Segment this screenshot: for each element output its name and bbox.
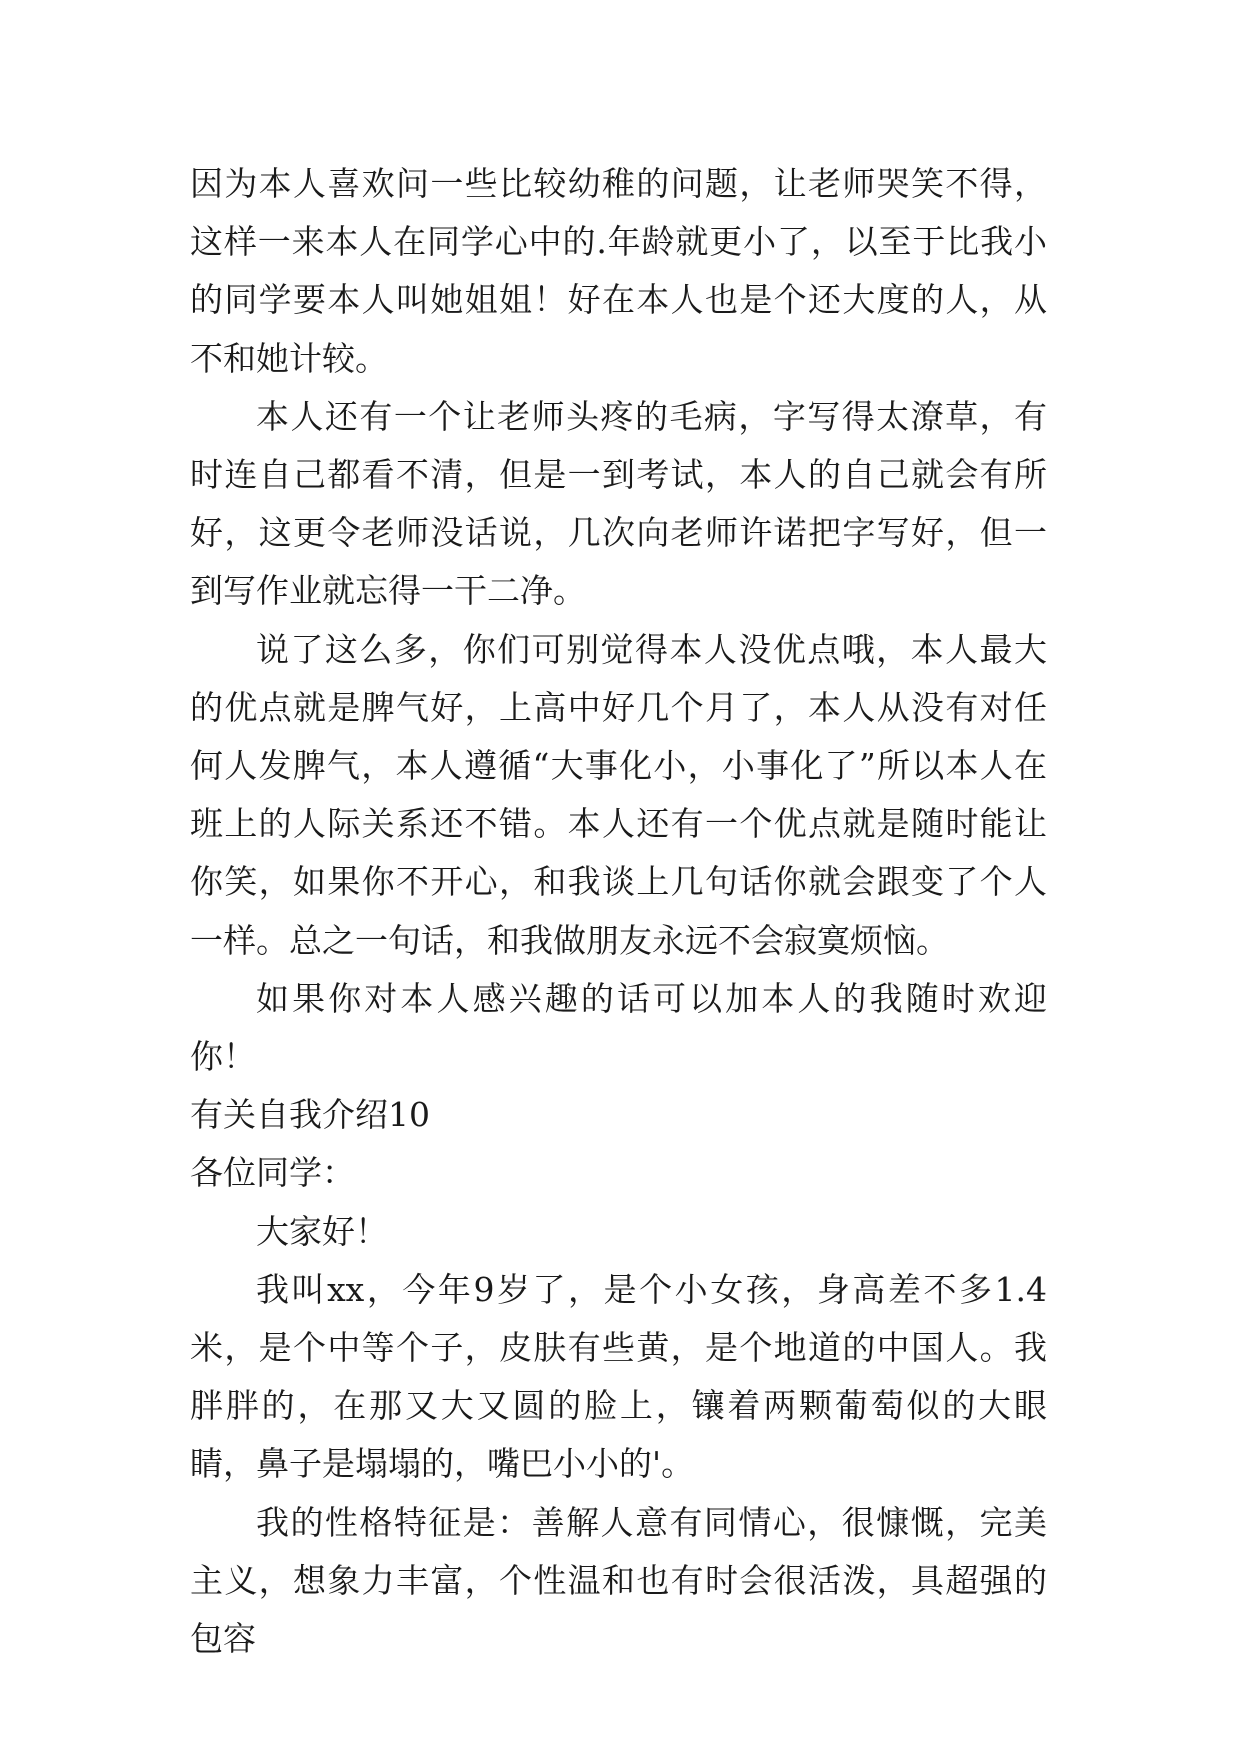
salutation: 各位同学： [190, 1153, 355, 1193]
paragraph: 说了这么多，你们可别觉得本人没优点哦，本人最大的优点就是脾气好，上高中好几个月了，本人从没有对任何人发脾气，本人遵循“大事化小，小事化了”所以本人在班上的人际关系还不错。本人还有一个优点就是随时能让你笑，如果你不开心，和我谈上几句话你就会跟变了个人一样。总之一句话，和我做朋友永远不会寂寞烦恼。 [190, 629, 1047, 960]
paragraph: 我叫xx，今年9岁了，是个小女孩，身高差不多1.4米，是个中等个子，皮肤有些黄，是个地道的中国人。我胖胖的，在那又大又圆的脸上，镶着两颗葡萄似的大眼睛，鼻子是塌塌的，嘴巴小小的'。 [190, 1269, 1047, 1484]
paragraph: 因为本人喜欢问一些比较幼稚的问题，让老师哭笑不得，这样一来本人在同学心中的.年龄就更小了，以至于比我小的同学要本人叫她姐姐！好在本人也是个还大度的人，从不和她计较。 [190, 164, 1047, 378]
section-heading: 有关自我介绍10 [190, 1095, 430, 1135]
paragraph: 我的性格特征是：善解人意有同情心，很慷慨，完美主义，想象力丰富，个性温和也有时会很活泼，具超强的包容 [190, 1502, 1047, 1659]
document-body [190, 155, 1047, 1668]
paragraph: 本人还有一个让老师头疼的毛病，字写得太潦草，有时连自己都看不清，但是一到考试，本人的自己就会有所好，这更令老师没话说，几次向老师许诺把字写好，但一到写作业就忘得一干二净。 [190, 396, 1047, 611]
paragraph: 如果你对本人感兴趣的话可以加本人的我随时欢迎你！ [190, 978, 1047, 1077]
paragraph: 大家好！ [256, 1211, 388, 1251]
